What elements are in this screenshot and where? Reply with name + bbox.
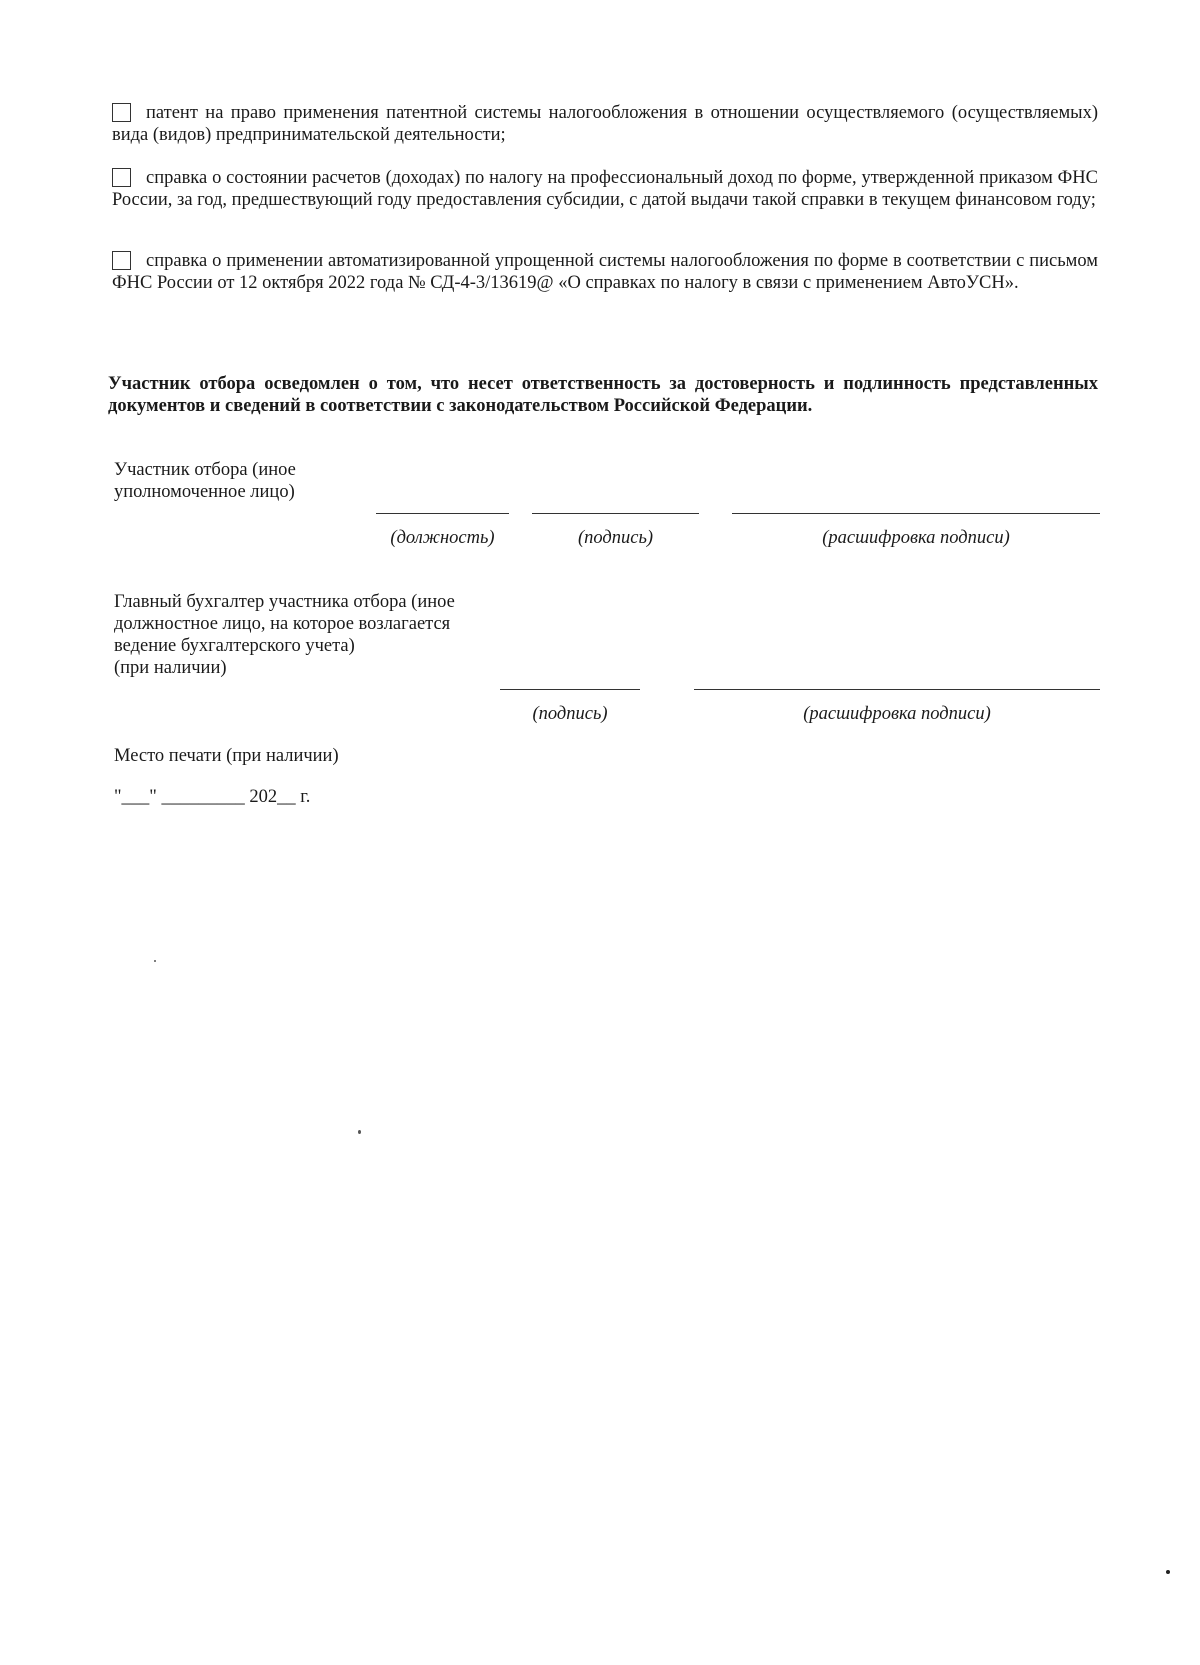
checklist-text-patent: патент на право применения патентной системы налогообложения в отношении осуществляемого (осуществляемых) вида (видов) предпринимательской деятельности;: [112, 103, 1098, 145]
accountant-decoding-line[interactable]: [694, 689, 1100, 690]
participant-decoding-line[interactable]: [732, 513, 1100, 514]
accountant-label-line2: должностное лицо, на которое возлагается: [114, 614, 451, 634]
participant-caption-position: (должность): [390, 528, 495, 548]
accountant-label-line1: Главный бухгалтер участника отбора (иное: [114, 592, 455, 612]
stamp-place-label: Место печати (при наличии): [114, 746, 339, 766]
scan-speck: [154, 960, 156, 962]
participant-position-line[interactable]: [376, 513, 509, 514]
responsibility-notice: Участник отбора осведомлен о том, что несет ответственность за достоверность и подлинность представленных документов и сведений в соответствии с законодательством Российской Федерации.: [108, 374, 1098, 416]
accountant-label-line3: ведение бухгалтерского учета): [114, 636, 355, 656]
accountant-caption-decoding: (расшифровка подписи): [803, 704, 991, 724]
checkbox-autousn-certificate[interactable]: [112, 251, 131, 270]
accountant-signature-line[interactable]: [500, 689, 640, 690]
accountant-caption-signature: (подпись): [532, 704, 608, 724]
participant-label-line2: уполномоченное лицо): [114, 482, 295, 502]
checklist-text-npd-certificate: справка о состоянии расчетов (доходах) по налогу на профессиональный доход по форме, утвержденной приказом ФНС России, за год, предшествующий году предоставления субсидии, с датой выдачи такой справки в текущем финансовом году;: [112, 168, 1098, 210]
participant-signature-line[interactable]: [532, 513, 699, 514]
participant-caption-decoding: (расшифровка подписи): [822, 528, 1010, 548]
checklist-item-patent: [112, 102, 1098, 146]
date-line[interactable]: "___" _________ 202__ г.: [114, 787, 311, 807]
checkbox-patent[interactable]: [112, 103, 131, 122]
accountant-label-line4: (при наличии): [114, 658, 227, 678]
scan-speck: [1166, 1570, 1170, 1574]
participant-caption-signature: (подпись): [577, 528, 654, 548]
checkbox-npd-certificate[interactable]: [112, 168, 131, 187]
checklist-text-autousn-certificate: справка о применении автоматизированной упрощенной системы налогообложения по форме в соответствии с письмом ФНС России от 12 октября 2022 года № СД-4-3/13619@ «О справках по налогу в связи с применением АвтоУСН».: [112, 251, 1098, 293]
checklist-item-npd-certificate: [112, 167, 1098, 211]
scan-speck: [358, 1130, 361, 1134]
participant-label-line1: Участник отбора (иное: [114, 460, 296, 480]
checklist-item-autousn-certificate: [112, 250, 1098, 294]
